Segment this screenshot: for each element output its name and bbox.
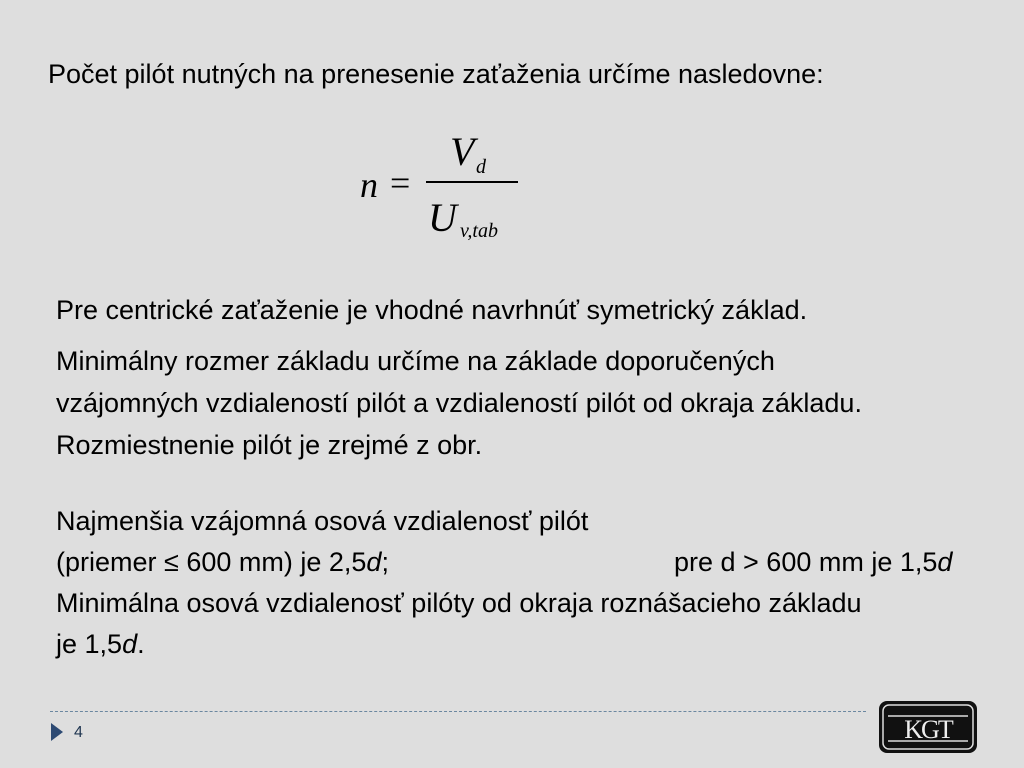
- edge-distance-prefix: je 1,5: [56, 629, 123, 659]
- paragraph-edge-distance-line2: [56, 624, 145, 664]
- edge-distance-variable: d: [122, 629, 138, 659]
- formula-denominator: U: [428, 195, 457, 240]
- formula-numerator: V: [450, 129, 475, 174]
- paragraph-min-size-line1: Minimálny rozmer základu určíme na základe doporučených: [56, 346, 775, 376]
- kgt-logo: [878, 700, 978, 754]
- paragraph-spacing-line1: Najmenšia vzájomná osová vzdialenosť pilót: [56, 506, 589, 536]
- paragraph-min-size-line2: vzájomných vzdialeností pilót a vzdialeností pilót od okraja základu.: [56, 388, 862, 418]
- slide-heading: Počet pilót nutných na prenesenie zaťaženia určíme nasledovne:: [48, 59, 824, 89]
- pile-count-formula: [360, 128, 540, 248]
- spacing-small-variable: d: [366, 547, 382, 577]
- page-number: 4: [74, 724, 83, 741]
- footer-divider: [50, 711, 866, 712]
- spacing-large-variable: d: [937, 547, 953, 577]
- formula-fraction-bar: [426, 181, 518, 183]
- paragraph-spacing-large-diameter: [674, 542, 952, 582]
- spacing-small-suffix: ;: [381, 547, 389, 577]
- paragraph-symmetric-base: Pre centrické zaťaženie je vhodné navrhnúť symetrický základ.: [56, 295, 808, 325]
- spacing-small-prefix: (priemer ≤ 600 mm) je 2,5: [56, 547, 367, 577]
- formula-lhs: n: [360, 165, 378, 205]
- triangle-right-icon: [51, 723, 63, 741]
- spacing-large-prefix: pre d > 600 mm je 1,5: [674, 547, 938, 577]
- formula-equals: =: [390, 163, 411, 203]
- paragraph-edge-distance-line1: Minimálna osová vzdialenosť pilóty od okraja roznášacieho základu: [56, 588, 862, 618]
- logo-text: KGT: [904, 715, 952, 744]
- formula-denominator-subscript: v,tab: [460, 220, 498, 242]
- paragraph-min-size-line3: Rozmiestnenie pilót je zrejmé z obr.: [56, 430, 483, 460]
- edge-distance-suffix: .: [137, 629, 145, 659]
- paragraph-spacing-small-diameter: [56, 542, 389, 582]
- formula-numerator-subscript: d: [476, 156, 486, 178]
